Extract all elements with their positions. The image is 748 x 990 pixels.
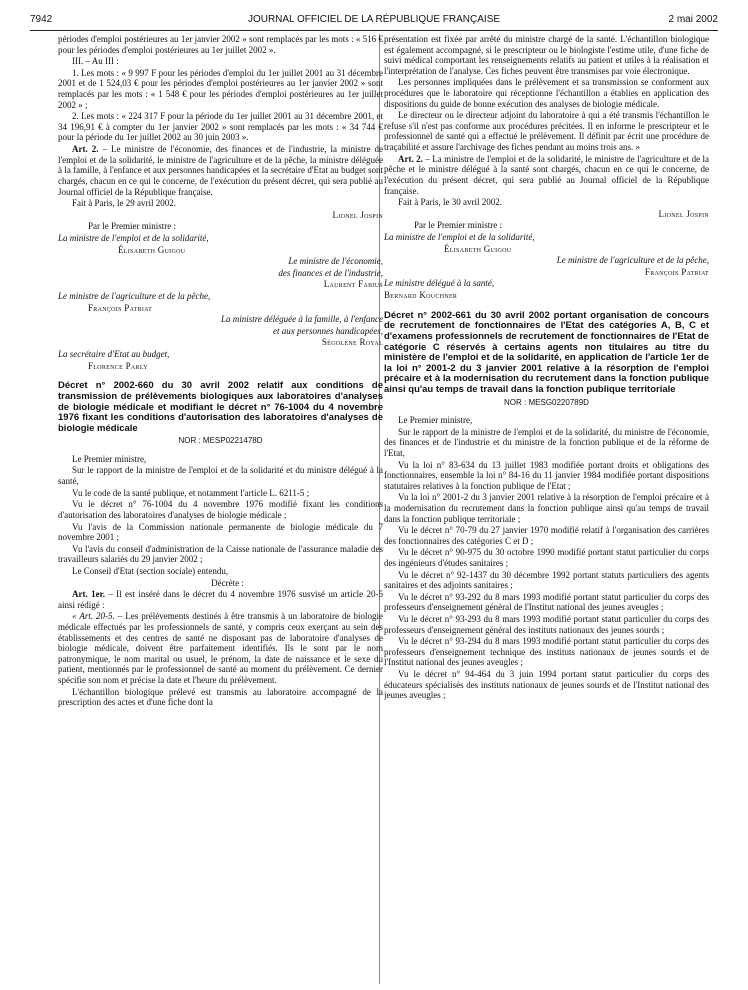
nor-reference: NOR : MESP0221478D	[178, 436, 263, 446]
article-20-5	[58, 611, 383, 685]
left-column	[58, 34, 383, 984]
paragraph: présentation est fixée par arrêté du ministre chargé de la santé. L'échantillon biologique est également accompagné, si le prescripteur ou le biologiste l'estime utile, d'une fiche de suivi médical comportant les renseignements relatifs au patient et utiles à la réalisation et l'interprétation de l'analyse. Ces fiches peuvent être transmises par voie électronique.	[384, 34, 709, 76]
decree-title: Décret n° 2002-660 du 30 avril 2002 relatif aux conditions de transmission de prélèvements biologiques aux laboratoires d'analyses de biologie médicale et modifiant le décret n° 76-1004 du 4 novembre 1976 fixant les conditions d'autorisation des laboratoires d'analyses de biologie médicale	[58, 380, 383, 434]
paragraph: III. – Au III :	[72, 56, 119, 67]
visa: Vu le décret n° 93-293 du 8 mars 1993 modifié portant statut particulier du corps des professeurs d'enseignement général des instituts nationaux des jeunes sourds ;	[384, 614, 709, 635]
signatory-name: Élisabeth Guigou	[444, 243, 512, 254]
article-text: – La ministre de l'emploi et de la solidarité, le ministre de l'agriculture et de la pêche et le ministre délégué à la santé sont chargés, chacun en ce qui le concerne, de l'exécution du présent décret, qui sera publié au Journal officiel de la République française.	[384, 153, 709, 196]
visa: Vu le code de la santé publique, et notamment l'article L. 6211-5 ;	[72, 487, 310, 498]
signatory-role: Le ministre délégué à la santé,	[384, 278, 495, 289]
visa: Vu le décret n° 70-79 du 27 janvier 1970 modifié relatif à l'organisation des carrières des fonctionnaires des catégories C et D ;	[384, 525, 709, 546]
visa: Vu l'avis de la Commission nationale permanente de biologie médicale du 7 novembre 2001 ;	[58, 521, 383, 543]
paragraph: Le Premier ministre,	[398, 415, 473, 426]
signature-name: Lionel Jospin	[332, 209, 383, 220]
header-rule	[30, 30, 718, 31]
signatory-role: La secrétaire d'Etat au budget,	[58, 349, 170, 360]
visa: Vu la loi n° 2001-2 du 3 janvier 2001 relative à la résorption de l'emploi précaire et à la modernisation du recrutement dans la fonction publique ainsi qu'au temps de travail dans la fonction publique territoriale ;	[384, 492, 709, 524]
decrete: Décrète :	[211, 577, 244, 588]
article-2	[384, 154, 709, 196]
paragraph: Les personnes impliquées dans le prélèvement et sa transmission se conforment aux procédures que le laboratoire qui réceptionne l'échantillon a établies en application des dispositions du guide de bonne exécution des analyses de biologie médicale.	[384, 77, 709, 109]
signatory-name: Élisabeth Guigou	[118, 244, 186, 255]
visa: Vu le décret n° 93-294 du 8 mars 1993 modifié portant statut particulier du corps des professeurs d'enseignement technique des instituts nationaux de jeunes sourds et de l'Institut national des jeunes aveugles ;	[384, 636, 709, 668]
par-premier-ministre: Par le Premier ministre :	[414, 220, 502, 231]
article-label: Art. 2.	[72, 144, 99, 155]
paragraph: 2. Les mots : « 224 317 F pour la période du 1er juillet 2001 au 31 décembre 2001, et 34 196,91 € à compter du 1er janvier 2002 » sont remplacés par les mots : « 34 744 € pour la période du 1er juillet 2002 au 30 juin 2003 ».	[58, 111, 383, 143]
article-text: – Les prélèvements destinés à être transmis à un laboratoire de biologie médicale effectués par les professionnels de santé, y compris ceux exerçant au sein des établissements et des centres de santé ne disposant pas de laboratoire d'analyses de biologie médicale, doivent être parfaitement identifiés. Ils le sont par le nom patronymique, le nom marital ou usuel, le prénom, la date de naissance et le sexe du patient, mentionnés par le professionnel de santé au moment du prélèvement. Ce dernier spécifie son nom et précise la date et l'heure du prélèvement.	[58, 611, 383, 686]
issue-date: 2 mai 2002	[668, 14, 718, 25]
visa: Le Conseil d'Etat (section sociale) entendu,	[72, 565, 229, 576]
article-label: « Art. 20-5.	[72, 611, 115, 622]
signature-name: Lionel Jospin	[658, 208, 709, 219]
signatory-role: et aux personnes handicapées,	[273, 325, 383, 336]
signatory-name: François Patriat	[644, 266, 709, 277]
paragraph: Le Premier ministre,	[72, 453, 147, 464]
signatory-name: Ségolène Royal	[321, 337, 383, 348]
visa: Vu le décret n° 76-1004 du 4 novembre 1976 modifié fixant les conditions d'autorisation des laboratoires d'analyses de biologie médicale ;	[58, 499, 383, 520]
article-label: Art. 1er.	[72, 589, 105, 600]
visa: Vu le décret n° 94-464 du 3 juin 1994 portant statut particulier du corps des éducateurs spécialisés des instituts nationaux de jeunes sourds et de l'Institut national des jeunes aveugles ;	[384, 669, 709, 701]
signatory-role: des finances et de l'industrie,	[278, 267, 383, 278]
visa: Vu le décret n° 93-292 du 8 mars 1993 modifié portant statut particulier du corps des professeurs d'enseignement général de l'Institut national des jeunes aveugles ;	[384, 591, 709, 613]
signatory-role: La ministre déléguée à la famille, à l'enfance	[220, 314, 383, 325]
page-number: 7942	[30, 14, 53, 25]
signatory-name: François Patriat	[88, 302, 153, 313]
par-premier-ministre: Par le Premier ministre :	[88, 221, 176, 232]
signatory-role: La ministre de l'emploi et de la solidarité,	[384, 231, 535, 242]
visa: Vu le décret n° 92-1437 du 30 décembre 1992 portant statuts particuliers des agents sanitaires et des adjoints sanitaires ;	[384, 569, 709, 591]
signatory-role: Le ministre de l'agriculture et de la pêche,	[58, 291, 211, 302]
page-header	[30, 14, 718, 30]
visa: Sur le rapport de la ministre de l'emploi et de la solidarité, du ministre de l'économie, des finances et de l'industrie et du ministre de la fonction publique et de la réforme de l'Etat,	[384, 426, 709, 458]
article-text: – Le ministre de l'économie, des finances et de l'industrie, la ministre de l'emploi et de la solidarité, le ministre de l'agriculture et de la pêche, la ministre déléguée à la famille, à l'enfance et aux personnes handicapées et la secrétaire d'Etat au budget sont chargés, chacun en ce qui le concerne, de l'exécution du présent décret, qui sera publié au Journal officiel de la République française.	[58, 144, 383, 197]
article-text: – Il est inséré dans le décret du 4 novembre 1976 susvisé un article 20-5 ainsi rédigé :	[58, 589, 383, 610]
signatory-name: Laurent Fabius	[323, 279, 383, 290]
signatory-name: Florence Parly	[88, 360, 148, 371]
visa: Vu la loi n° 83-634 du 13 juillet 1983 modifiée portant droits et obligations des fonctionnaires, ensemble la loi n° 84-16 du 11 janvier 1984 modifiée portant dispositions statutaires relatives à la fonction publique de l'Etat ;	[384, 459, 709, 491]
paragraph: périodes d'emploi postérieures au 1er janvier 2002 » sont remplacés par les mots : « 516 € pour les périodes d'emploi postérieures au 1er juillet 2002 ».	[58, 34, 383, 55]
visa: Sur le rapport de la ministre de l'emploi et de la solidarité et du ministre délégué à la santé,	[58, 465, 383, 487]
visa: Vu le décret n° 90-975 du 30 octobre 1990 modifié portant statut particulier du corps des ingénieurs d'études sanitaires ;	[384, 547, 709, 568]
right-column	[384, 34, 709, 984]
paragraph: 1. Les mots : « 9 997 F pour les périodes d'emploi du 1er juillet 2001 au 31 décembre 2001 et de 1 524,03 € pour les périodes d'emploi postérieures au 1er janvier 2002 » sont remplacés par les mots : « 1 548 € pour les périodes d'emploi postérieures au 1er juillet 2002 » ;	[58, 67, 383, 110]
article-label: Art. 2.	[398, 153, 423, 164]
journal-title: JOURNAL OFFICIEL DE LA RÉPUBLIQUE FRANÇAISE	[247, 14, 501, 25]
visa: Vu l'avis du conseil d'administration de la Caisse nationale de l'assurance maladie des travailleurs salariés du 29 janvier 2002 ;	[58, 543, 383, 565]
article-1	[58, 589, 383, 610]
signatory-role: Le ministre de l'agriculture et de la pêche,	[556, 255, 709, 266]
article-2	[58, 144, 383, 197]
fait-a-paris: Fait à Paris, le 29 avril 2002.	[72, 198, 176, 209]
signatory-role: La ministre de l'emploi et de la solidarité,	[58, 232, 209, 243]
fait-a-paris: Fait à Paris, le 30 avril 2002.	[398, 197, 502, 208]
paragraph: L'échantillon biologique prélevé est transmis au laboratoire accompagné de la prescription des actes et d'une fiche dont la	[58, 686, 383, 708]
signatory-name: Bernard Kouchner	[384, 290, 458, 301]
nor-reference: NOR : MESG0220789D	[504, 397, 589, 407]
paragraph: Le directeur ou le directeur adjoint du laboratoire à qui a été transmis l'échantillon le refuse s'il n'est pas conforme aux procédures précitées. Il en informe le prescripteur et le professionnel de santé qui a effectué le prélèvement. Il définit par écrit une procédure de traçabilité et assure l'archivage des fiches pendant au moins trois ans. »	[384, 110, 709, 153]
signatory-role: Le ministre de l'économie,	[288, 256, 383, 267]
decree-title: Décret n° 2002-661 du 30 avril 2002 portant organisation de concours de recrutement de fonctionnaires de l'Etat des catégories A, B, C et d'examens professionnels de recrutement de fonctionnaires de l'Etat de catégorie C réservés à certains agents non titulaires au titre du ministère de l'emploi et de la solidarité, en application de l'article 1er de la loi n° 2001-2 du 3 janvier 2001 relative à la résorption de l'emploi précaire et à la modernisation du recrutement dans la fonction publique ainsi qu'au temps de travail dans la fonction publique territoriale	[384, 309, 709, 395]
